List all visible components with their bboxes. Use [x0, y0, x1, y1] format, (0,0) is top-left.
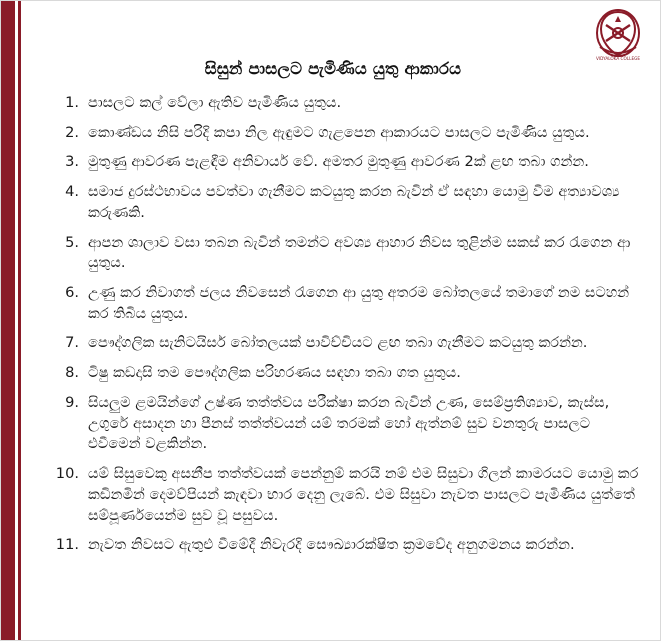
list-item: [49, 363, 645, 384]
list-item: [49, 123, 645, 144]
list-item-text: මුතුණු ආවරණ පැළඳීම අනිවාර්ය වේ. අමතර මුතුණු ආවරණ 2ක් ළඟ තබා ගන්න.: [88, 153, 589, 171]
list-item-text: යම් සිසුවෙකු අසනීප තත්ත්වයක් පෙන්නුම් කරයි නම් එම සිසුවා ගිලන් කාමරයට යොමු කර කඩිනමින් දෙමව්පියන් කැඳවා භාර දෙනු ලැබේ. එම සිසුවා නැවත පාසලට පැමිණිය යුත්තේ සම්පූර්ණයෙන්ම සුව වූ පසුවය.: [88, 465, 639, 524]
list-item-text: ටිෂු කඩදාසි තම පෞද්ගලික පරිහරණය සඳහා තබා ගත යුතුය.: [88, 364, 461, 382]
list-item-text: නැවත නිවසට ඇතුළු වීමේදී නිවැරදි සෞඛ්‍යාරක්ෂිත ක්‍රමවේද අනුගමනය කරන්න.: [88, 536, 575, 554]
list-item-text: උණු කර නිවාගත් ජලය නිවසෙන් රැගෙන ආ යුතු අතරම බෝතලයේ තමාගේ නම සටහන් කර තිබිය යුතුය.: [88, 284, 630, 322]
left-accent-bar-inner: [18, 1, 21, 641]
list-item-number: 6.: [65, 284, 79, 302]
document-content: [25, 1, 655, 641]
list-item-text: ආපන ශාලාව වසා තබන බැවින් තමන්ට අවශ්‍ය ආහාර නිවස තුළින්ම සකස් කර රැගෙන ආ යුතුය.: [88, 233, 631, 272]
list-item: [49, 233, 645, 274]
list-item-text: සමාජ දුරස්ථභාවය පවත්වා ගැනීමට කටයුතු කරන බැවින් ඒ සඳහා යොමු වීම අත්‍යාවශ්‍ය කරුණකි.: [88, 183, 620, 221]
list-item: [49, 93, 645, 114]
list-item-number: 11.: [55, 536, 79, 554]
list-item-number: 2.: [65, 123, 79, 141]
list-item: [49, 333, 645, 354]
svg-text:VIDYALOKA COLLEGE: VIDYALOKA COLLEGE: [596, 56, 640, 61]
list-item-text: කොණ්ඩය නිසි පරිදි කපා නිල ඇඳුමට ගැළපෙන ආකාරයට පාසලට පැමිණිය යුතුය.: [88, 123, 590, 141]
list-item-number: 9.: [65, 393, 79, 411]
list-item-number: 10.: [55, 465, 79, 483]
list-item: [49, 393, 645, 455]
left-accent-bar-outer: [1, 1, 15, 641]
list-item-number: 4.: [65, 183, 79, 201]
list-item-number: 5.: [65, 233, 79, 251]
list-item-number: 3.: [65, 153, 79, 171]
list-item: [49, 152, 645, 173]
list-item: [49, 283, 645, 324]
list-item-number: 7.: [65, 334, 79, 352]
list-item: [49, 464, 645, 526]
list-item: [49, 535, 645, 556]
list-item-number: 8.: [65, 364, 79, 382]
list-item-text: සියලුම ළමයින්ගේ උෂ්ණ තත්ත්වය පරීක්ෂා කරන බැවින් උණ, සෙම්ප්‍රතිශ්‍යාව, කැස්ස, උගුරේ අසාදන හා පීනස් තත්ත්වයන් යම් තරමක් හෝ ඇත්නම් සුව වනතුරු පාසලට එවීමෙන් වළකින්න.: [88, 393, 610, 453]
page-title: සිසුන් පාසලට පැමිණිය යුතු ආකාරය: [204, 59, 462, 78]
list-item-number: 1.: [65, 94, 79, 111]
list-item-text: පෞද්ගලික සැනිටයිසර් බෝතලයක් පාවිච්චියට ළඟ තබා ගැනීමට කටයුතු කරන්න.: [88, 334, 588, 352]
list-item: [49, 182, 645, 223]
instruction-list: [49, 93, 645, 565]
list-item-text: පාසලට කල් වේලා ඇතිව පැමිණිය යුතුය.: [88, 94, 342, 111]
